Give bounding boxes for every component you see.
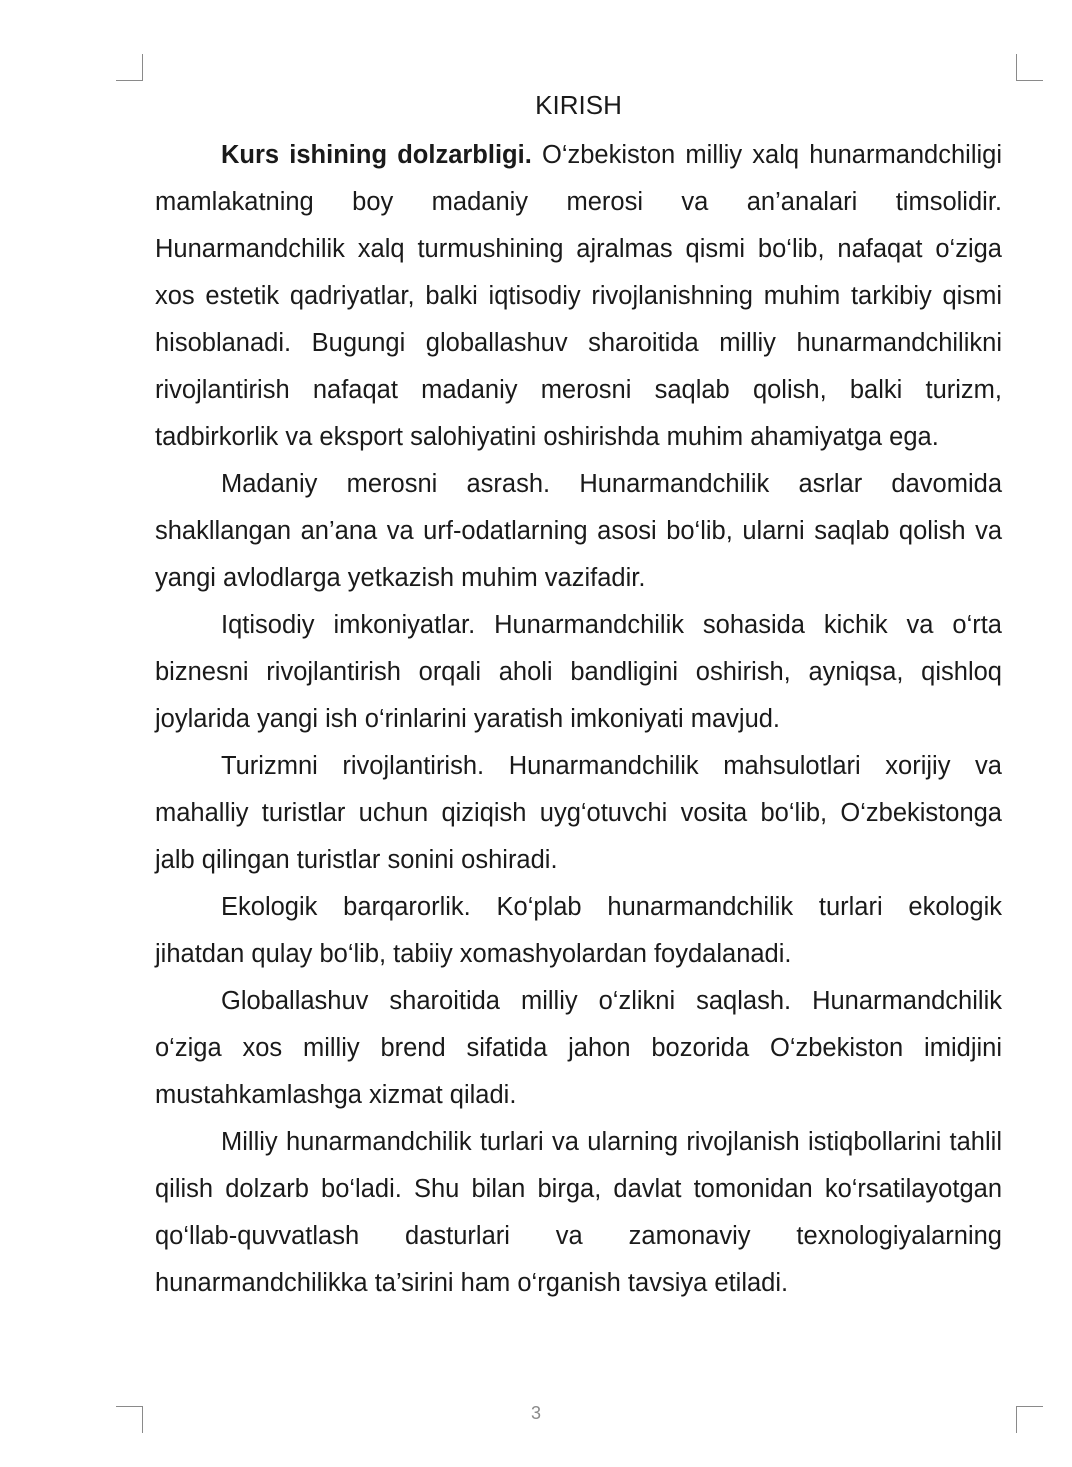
paragraph-economic-opportunities: Iqtisodiy imkoniyatlar. Hunarmandchilik sohasida kichik va o‘rta biznesni rivojlantirish orqali aholi bandligini oshirish, ayniqsa, qishloq joylarida yangi ish o‘rinlarini yaratish imkoniyati mavjud. [155,611,1002,733]
margin-corner-mark-top-left [116,54,143,81]
paragraph-cultural-heritage: Madaniy merosni asrash. Hunarmandchilik asrlar davomida shakllangan an’ana va urf-odatlarning asosi bo‘lib, ularni saqlab qolish va yangi avlodlarga yetkazish muhim vazifadir. [155,470,1002,592]
margin-corner-mark-top-right [1016,54,1043,81]
paragraph-national-identity: Globallashuv sharoitida milliy o‘zlikni saqlash. Hunarmandchilik o‘ziga xos milliy brend sifatida jahon bozorida O‘zbekiston imidjini mustahkamlashga xizmat qiladi. [155,987,1002,1109]
paragraph-lead: Kurs ishining dolzarbligi. [221,141,532,169]
paragraph-relevance [155,132,1002,461]
paragraph-analysis: Milliy hunarmandchilik turlari va ularning rivojlanish istiqbollarini tahlil qilish dolzarb bo‘ladi. Shu bilan birga, davlat tomonidan ko‘rsatilayotgan qo‘llab-quvvatlash dasturlari va zamonaviy texnologiyalarning hunarmandchilikka ta’sirini ham o‘rganish tavsiya etiladi. [155,1128,1002,1297]
paragraph-text: O‘zbekiston milliy xalq hunarmandchiligi mamlakatning boy madaniy merosi va an’analari timsolidir. Hunarmandchilik xalq turmushining ajralmas qismi bo‘lib, nafaqat o‘ziga xos estetik qadriyatlar, balki iqtisodiy rivojlanishning muhim tarkibiy qismi hisoblanadi. Bugungi globallashuv sharoitida milliy hunarmandchilikni rivojlantirish nafaqat madaniy merosni saqlab qolish, balki turizm, tadbirkorlik va eksport salohiyatini oshirishda muhim ahamiyatga ega. [155,141,1003,451]
page-number: 3 [530,1403,541,1423]
paragraph-tourism: Turizmni rivojlantirish. Hunarmandchilik mahsulotlari xorijiy va mahalliy turistlar uchun qiziqish uyg‘otuvchi vosita bo‘lib, O‘zbekistonga jalb qilingan turistlar sonini oshiradi. [155,752,1002,874]
page-body [155,85,1002,1307]
paragraph-ecology: Ekologik barqarorlik. Ko‘plab hunarmandchilik turlari ekologik jihatdan qulay bo‘lib, tabiiy xomashyolardan foydalanadi. [155,893,1002,968]
section-heading: KIRISH [535,90,622,120]
